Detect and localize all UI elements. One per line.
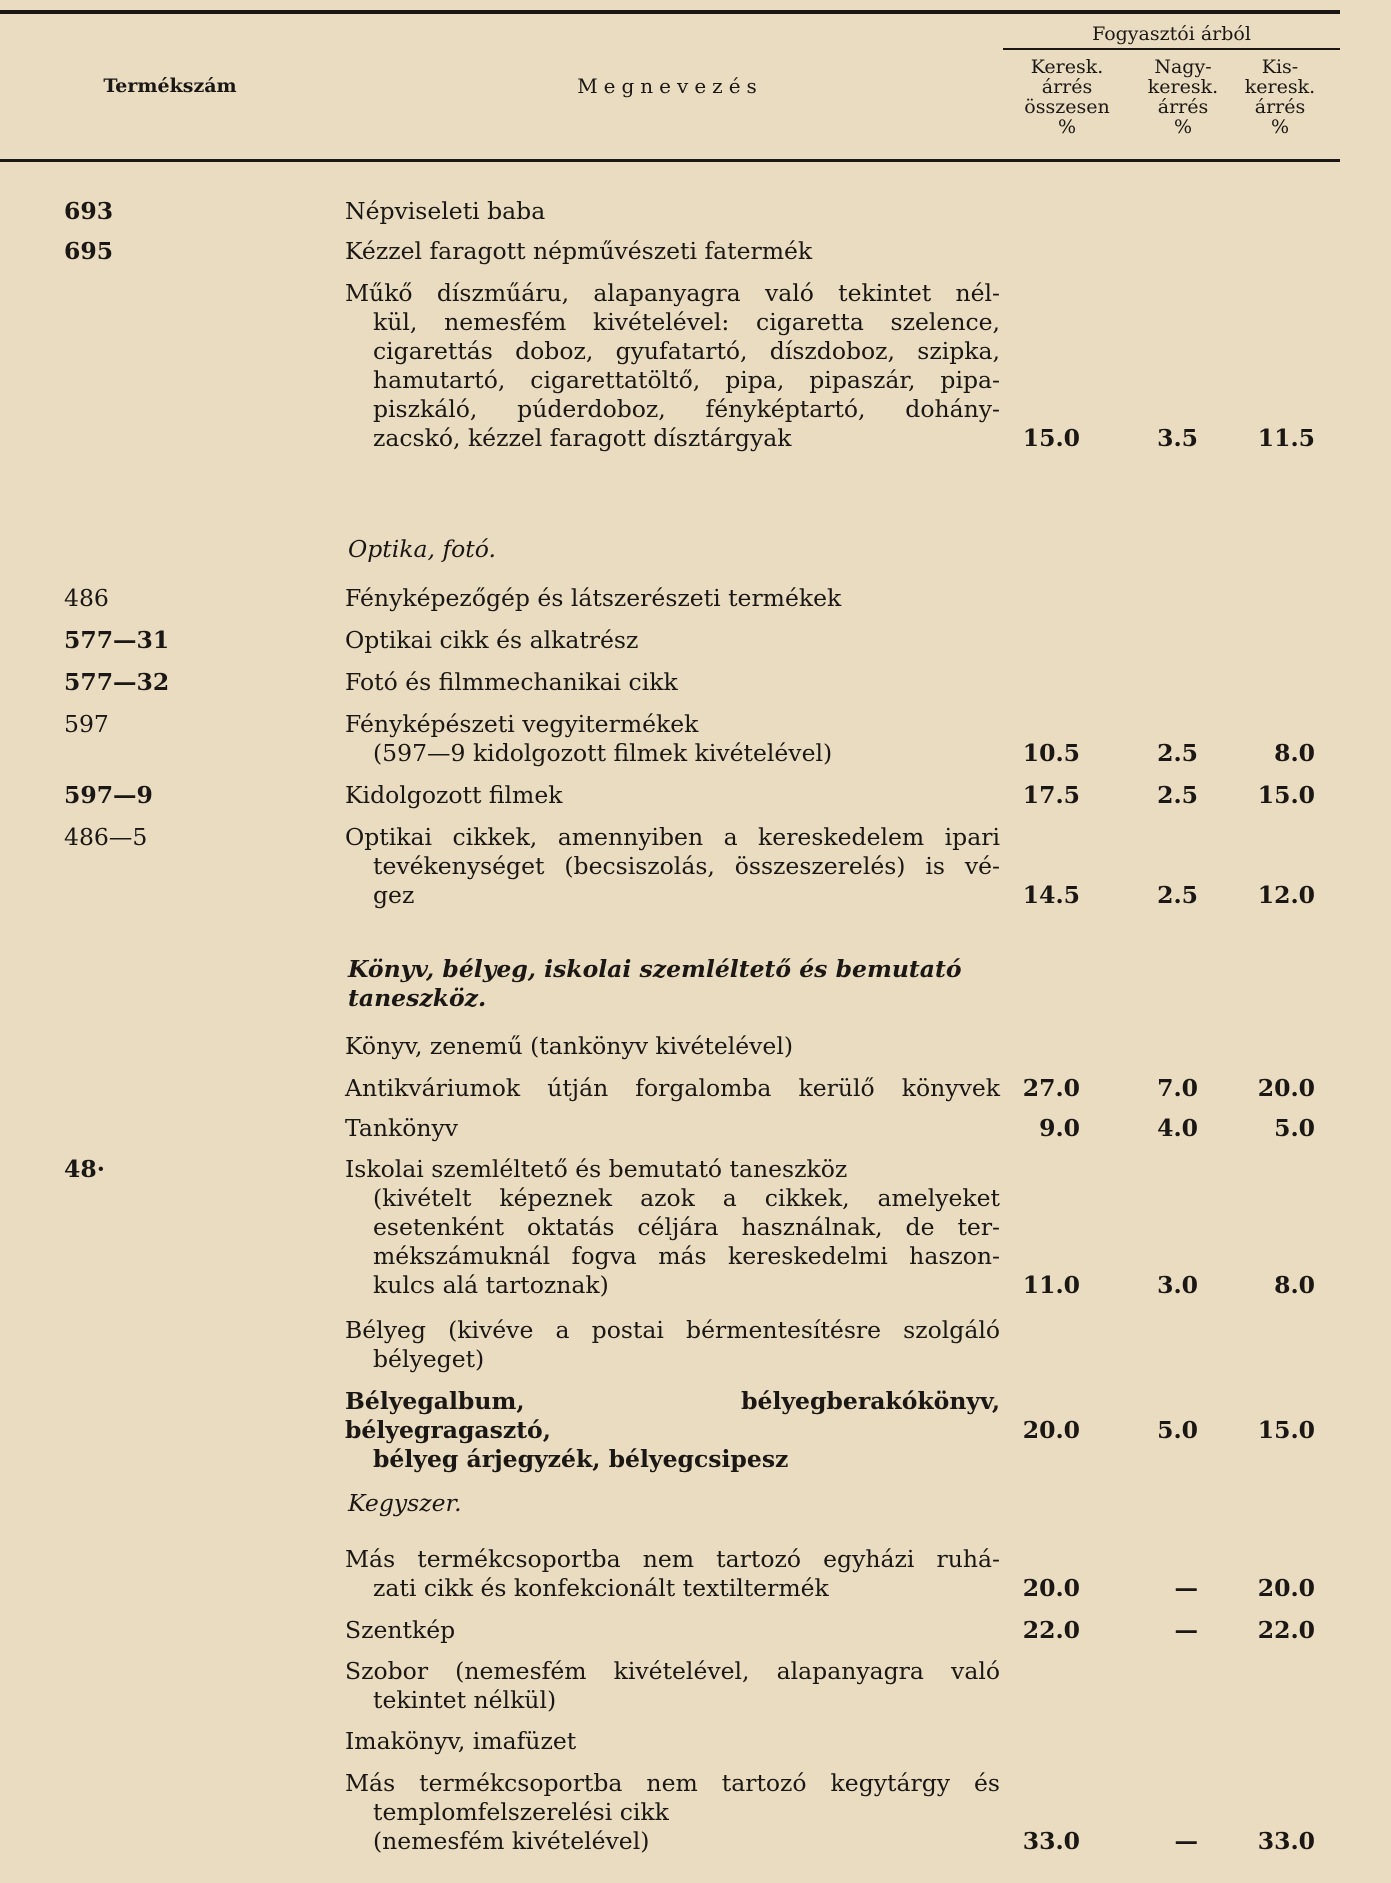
retail-margin-value: 33.0 (1257, 1827, 1315, 1855)
section-heading: Optika, fotó. (348, 535, 496, 563)
retail-margin-value: 12.0 (1257, 881, 1315, 909)
wholesale-margin-value: 3.0 (1157, 1271, 1198, 1299)
product-code: 597 (64, 710, 109, 738)
product-name: Iskolai szemléltető és bemutató taneszköz (kivételt képeznek azok a cikkek, amelyeket esetenként oktatás céljára használnak, de ter- mékszámuknál fogva más kereskedelmi haszon- kulcs alá tartoznak) (345, 1155, 1000, 1299)
total-margin-value: 9.0 (1039, 1114, 1080, 1142)
total-margin-header: Keresk. árrés összesen % (1024, 56, 1110, 138)
wholesale-margin-value: 4.0 (1157, 1114, 1198, 1142)
total-margin-value: 33.0 (1022, 1827, 1080, 1855)
total-margin-value: 17.5 (1022, 781, 1080, 809)
code-column-header: Termékszám (103, 75, 237, 97)
retail-margin-value: 5.0 (1274, 1114, 1315, 1142)
group-header-rule (1003, 48, 1340, 50)
product-code: 48· (64, 1155, 105, 1183)
wholesale-margin-value: 7.0 (1157, 1074, 1198, 1102)
wholesale-margin-value: 5.0 (1157, 1416, 1198, 1444)
total-margin-value: 22.0 (1022, 1616, 1080, 1644)
retail-margin-value: 15.0 (1257, 781, 1315, 809)
wholesale-margin-value: 2.5 (1157, 781, 1198, 809)
wholesale-margin-value: 2.5 (1157, 881, 1198, 909)
product-name: Műkő díszműáru, alapanyagra való tekintet nél- kül, nemesfém kivételével: cigaretta szelence, cigarettás doboz, gyufatartó, díszdoboz, szipka, hamutartó, cigarettatöltő, pipa, pipaszár, pipa- piszkáló, púderdoboz, fényképtartó, dohány- zacskó, kézzel faragott dísztárgyak (345, 279, 1000, 452)
total-margin-value: 14.5 (1022, 881, 1080, 909)
product-name: Más termékcsoportba nem tartozó kegytárgy és templomfelszerelési cikk (nemesfém kivételével) (345, 1769, 1000, 1855)
header-bottom-rule (0, 159, 1340, 162)
retail-margin-value: 20.0 (1257, 1074, 1315, 1102)
product-name: Optikai cikk és alkatrész (345, 626, 639, 654)
product-code: 693 (64, 197, 114, 225)
group-header: Fogyasztói árból (1092, 23, 1251, 45)
name-column-header: Megnevezés (577, 74, 763, 98)
section-heading: Kegyszer. (348, 1489, 462, 1517)
product-code: 577—31 (64, 626, 170, 654)
total-margin-value: 27.0 (1022, 1074, 1080, 1102)
product-name: Fotó és filmmechanikai cikk (345, 668, 678, 696)
product-name: Bélyeg (kivéve a postai bérmentesítésre szolgáló bélyeget) (345, 1316, 1000, 1373)
product-name: Népviseleti baba (345, 197, 546, 225)
product-name: Szentkép (345, 1616, 456, 1644)
product-name: Tankönyv (345, 1114, 459, 1142)
retail-margin-value: 11.5 (1257, 424, 1315, 452)
product-name: Fényképészeti vegyitermékek (597—9 kidolgozott filmek kivételével) (345, 710, 833, 767)
total-margin-value: 15.0 (1022, 424, 1080, 452)
product-code: 486—5 (64, 823, 148, 851)
wholesale-margin-value: 2.5 (1157, 739, 1198, 767)
top-rule (0, 10, 1340, 14)
wholesale-margin-value: — (1174, 1574, 1198, 1602)
section-heading: Könyv, bélyeg, iskolai szemléltető és bemutató taneszköz. (348, 955, 962, 1012)
product-code: 486 (64, 584, 109, 612)
wholesale-margin-value: — (1174, 1827, 1198, 1855)
product-name: Szobor (nemesfém kivételével, alapanyagra való tekintet nélkül) (345, 1657, 1000, 1714)
wholesale-margin-value: 3.5 (1157, 424, 1198, 452)
product-code: 597—9 (64, 781, 153, 809)
product-name: Antikváriumok útján forgalomba kerülő könyvek (345, 1074, 1000, 1102)
product-code: 695 (64, 237, 114, 265)
retail-margin-value: 15.0 (1257, 1416, 1315, 1444)
product-name: Bélyegalbum, bélyegberakókönyv, bélyegragasztó, bélyeg árjegyzék, bélyegcsipesz (345, 1387, 1000, 1473)
wholesale-margin-value: — (1174, 1616, 1198, 1644)
total-margin-value: 20.0 (1022, 1416, 1080, 1444)
product-name: Kézzel faragott népművészeti fatermék (345, 237, 813, 265)
product-name: Könyv, zenemű (tankönyv kivételével) (345, 1032, 794, 1060)
product-name: Más termékcsoportba nem tartozó egyházi ruhá- zati cikk és konfekcionált textiltermék (345, 1545, 1000, 1602)
total-margin-value: 11.0 (1022, 1271, 1080, 1299)
retail-margin-value: 8.0 (1274, 1271, 1315, 1299)
total-margin-value: 20.0 (1022, 1574, 1080, 1602)
product-name: Optikai cikkek, amennyiben a kereskedelem ipari tevékenységet (becsiszolás, összeszerelés) is vé- gez (345, 823, 1000, 909)
retail-margin-header: Kis- keresk. árrés % (1244, 56, 1316, 138)
product-name: Imakönyv, imafüzet (345, 1727, 577, 1755)
retail-margin-value: 22.0 (1257, 1616, 1315, 1644)
total-margin-value: 10.5 (1022, 739, 1080, 767)
product-name: Kidolgozott filmek (345, 781, 563, 809)
retail-margin-value: 20.0 (1257, 1574, 1315, 1602)
product-code: 577—32 (64, 668, 170, 696)
wholesale-margin-header: Nagy- keresk. árrés % (1147, 56, 1219, 138)
product-name: Fényképezőgép és látszerészeti termékek (345, 584, 842, 612)
retail-margin-value: 8.0 (1274, 739, 1315, 767)
